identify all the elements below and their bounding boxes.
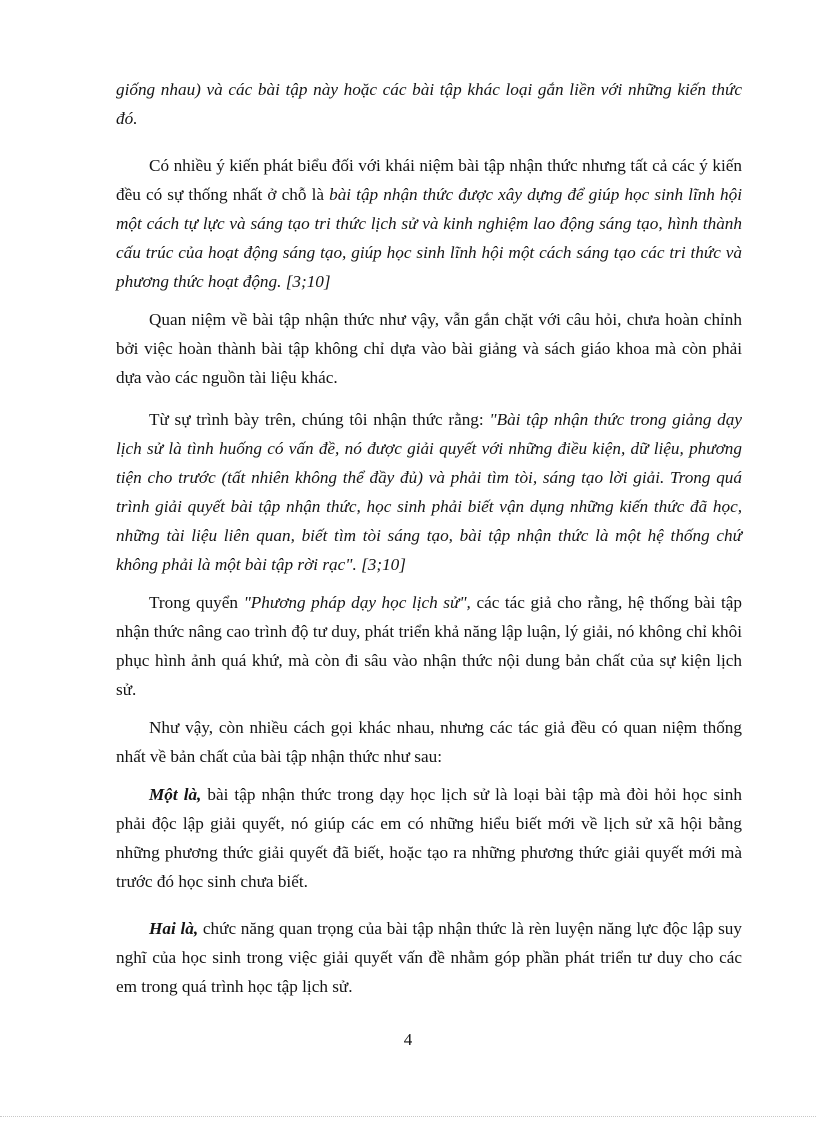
paragraph-point-one [116,780,742,896]
book-title: "Phương pháp dạy học lịch sử", [243,593,471,612]
paragraph-conclusion-quote: "Bài tập nhận thức trong giảng dạy lịch sử là tình huống có vấn đề, nó được giải quyết với những điều kiện, dữ liệu, phương tiện cho trước (tất nhiên không thể đầy đủ) và phải tìm tòi, sáng tạo lời giải. Trong quá trình giải quyết bài tập nhận thức, học sinh phải biết vận dụng những kiến thức đã học, những tài liệu liên quan, biết tìm tòi sáng tạo, bài tập nhận thức là một hệ thống chứ không phải là một bài tập rời rạc". [3;10] [116,410,742,574]
paragraph-viewpoint: Quan niệm về bài tập nhận thức như vậy, vẫn gắn chặt với câu hỏi, chưa hoàn chỉnh bởi việc hoàn thành bài tập không chỉ dựa vào bài giảng và sách giáo khoa mà còn phải dựa vào các nguồn tài liệu khác. [116,310,742,387]
paragraph-concept-definition: bài tập nhận thức được xây dựng để giúp học sinh lĩnh hội một cách tự lực và sáng tạo tri thức lịch sử và kinh nghiệm lao động sáng tạo, hình thành cấu trúc của hoạt động sáng tạo, giúp học sinh lĩnh hội một cách sáng tạo các tri thức và phương thức hoạt động. [3;10] [116,185,742,291]
point-two-label: Hai là, [149,919,199,938]
paragraph-book-body: các tác giả cho rằng, hệ thống bài tập nhận thức nâng cao trình độ tư duy, phát triển khả năng lập luận, lý giải, nó không chỉ khôi phục hình ảnh quá khứ, mà còn đi sâu vào nhận thức nội dung bản chất của sự kiện lịch sử. [116,593,742,699]
point-two-text: chức năng quan trọng của bài tập nhận thức là rèn luyện năng lực độc lập suy nghĩ của học sinh trong việc giải quyết vấn đề nhằm góp phần phát triển tư duy cho các em trong quá trình học tập lịch sử. [116,919,742,996]
body-text [116,75,742,1001]
paragraph-conclusion [116,405,742,579]
point-one-text: bài tập nhận thức trong dạy học lịch sử là loại bài tập mà đòi hỏi học sinh phải độc lập giải quyết, nó giúp các em có những hiểu biết mới về lịch sử xã hội bằng những phương thức giải quyết đã biết, hoặc tạo ra những phương thức giải quyết mới mà trước đó học sinh chưa biết. [116,785,742,891]
paragraph-concept [116,151,742,296]
paragraph-book-intro: Trong quyển [149,593,244,612]
paragraph-concept-intro: Có nhiều ý kiến phát biểu đối với khái niệm bài tập nhận thức nhưng tất cả các ý kiến đều có sự thống nhất ở chỗ là [116,156,742,204]
paragraph-conclusion-intro: Từ sự trình bày trên, chúng tôi nhận thức rằng: [149,410,490,429]
point-one-label: Một là, [149,785,202,804]
paragraph-summary: Như vậy, còn nhiều cách gọi khác nhau, nhưng các tác giả đều có quan niệm thống nhất về bản chất của bài tập nhận thức như sau: [116,718,742,766]
page-number: 4 [403,1030,413,1049]
paragraph-book-reference [116,588,742,704]
page-bottom-divider [0,1116,816,1117]
paragraph-continuation: giống nhau) và các bài tập này hoặc các bài tập khác loại gắn liền với những kiến thức đó. [116,80,742,128]
paragraph-point-two [116,914,742,1001]
